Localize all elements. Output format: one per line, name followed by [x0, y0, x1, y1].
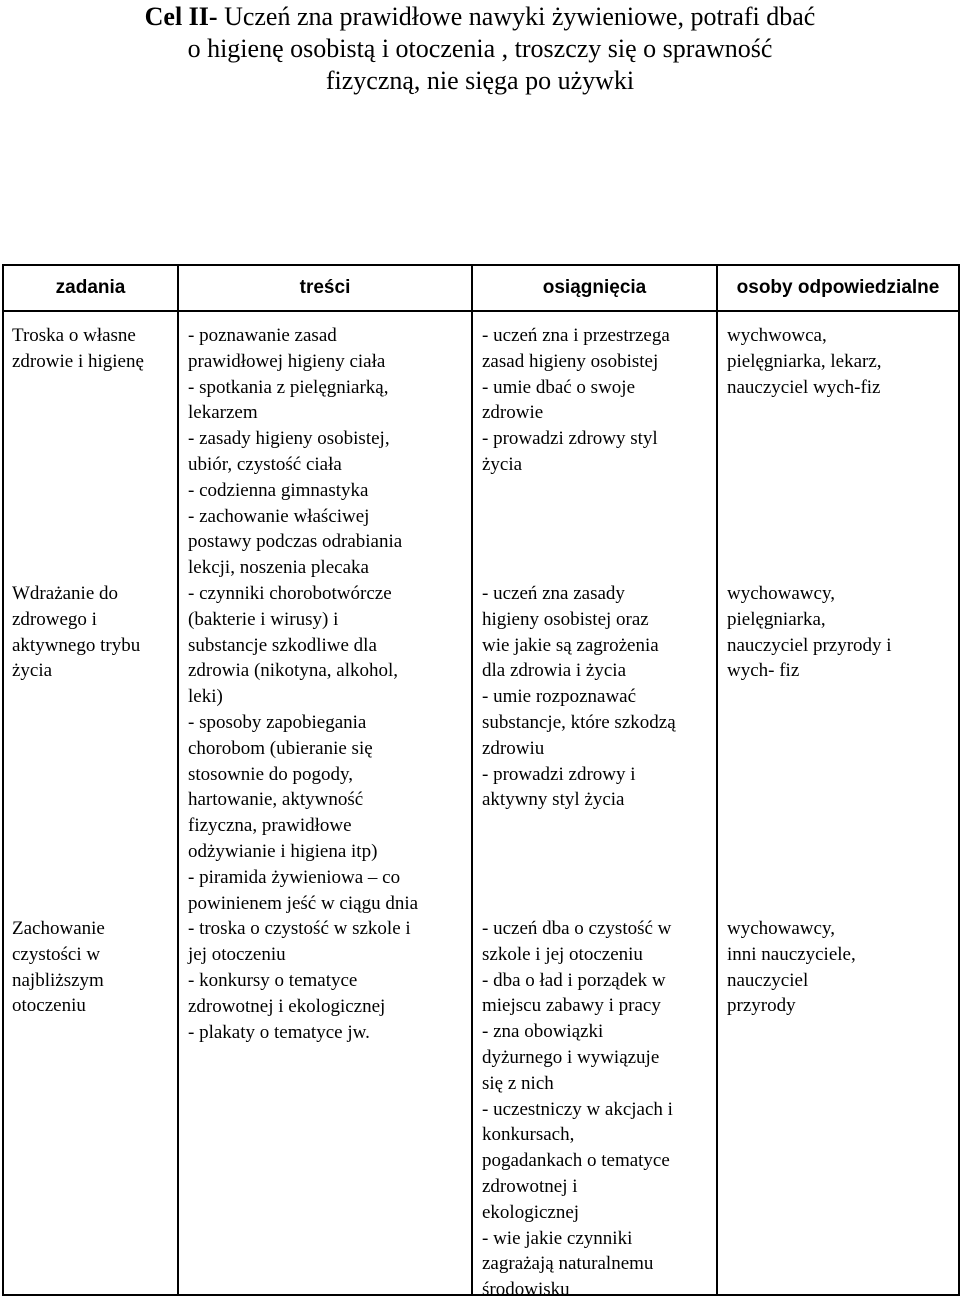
tasks-cell	[3, 311, 178, 1295]
content-line: - sposoby zapobiegania	[188, 711, 367, 733]
content-line: - spotkania z pielęgniarką,	[188, 376, 389, 398]
content-line: - zachowanie właściwej	[188, 505, 370, 527]
content-line: chorobom (ubieranie się	[188, 737, 373, 759]
task-group-3	[4, 911, 105, 1019]
task-group-2	[4, 576, 140, 684]
content-line: - poznawanie zasad	[188, 325, 337, 346]
responsible-line: pielęgniarka,	[727, 608, 826, 630]
content-line: - czynniki chorobotwórcze	[188, 582, 392, 604]
achievements-cell	[472, 311, 717, 1301]
responsible-line: wychowawcy,	[727, 583, 835, 604]
content-line: zdrowia (nikotyna, alkohol,	[188, 660, 399, 682]
achievement-line: - uczestniczy w akcjach i	[482, 1098, 673, 1120]
content-line: - codzienna gimnastyka	[188, 479, 369, 501]
content-line: - plakaty o tematyce jw.	[188, 1021, 370, 1043]
achievement-line: ekologicznej	[482, 1201, 580, 1223]
contents-list	[179, 318, 418, 1045]
table-row	[3, 311, 959, 1295]
responsible-line: wychowawcy,	[727, 918, 835, 939]
task-line: aktywnego trybu	[12, 634, 141, 656]
achievement-group-3	[473, 911, 673, 1303]
title-line-3: fizyczną, nie sięga po używki	[325, 66, 635, 95]
content-line: powinienem jeść w ciągu dnia	[188, 892, 419, 914]
content-line: hartowanie, aktywność	[188, 789, 364, 811]
achievement-line: - dba o ład i porządek w	[482, 969, 666, 991]
contents-cell	[178, 311, 472, 1295]
achievement-line: się z nich	[482, 1072, 554, 1094]
achievement-line: dla zdrowia i życia	[482, 660, 627, 682]
achievement-line: - prowadzi zdrowy styl	[482, 428, 658, 450]
task-line: Zachowanie	[12, 918, 105, 939]
achievement-line: aktywny styl życia	[482, 789, 625, 811]
task-line: zdrowie i higienę	[12, 350, 144, 372]
responsible-group-2	[718, 576, 892, 684]
content-line: ubiór, czystość ciała	[188, 453, 342, 475]
task-line: Wdrażanie do	[12, 583, 119, 604]
achievement-line: - umie rozpoznawać	[482, 686, 637, 708]
column-header-achievements: osiągnięcia	[472, 265, 717, 311]
task-line: Troska o własne	[12, 325, 136, 346]
achievement-line: konkursach,	[482, 1124, 575, 1146]
responsible-line: wychwowca,	[727, 325, 827, 346]
achievement-line: środowisku	[482, 1279, 570, 1301]
responsible-line: nauczyciel	[727, 969, 809, 991]
column-header-tasks: zadania	[3, 265, 178, 311]
achievement-line: higieny osobistej oraz	[482, 608, 649, 630]
achievement-line: zasad higieny osobistej	[482, 350, 659, 372]
content-line: jej otoczeniu	[188, 944, 286, 966]
task-line: czystości w	[12, 943, 101, 965]
achievement-line: - umie dbać o swoje	[482, 376, 636, 398]
content-line: substancje szkodliwe dla	[188, 634, 377, 656]
achievement-line: - prowadzi zdrowy i	[482, 763, 636, 785]
content-line: stosownie do pogody,	[188, 763, 354, 785]
content-line: zdrowotnej i ekologicznej	[188, 995, 386, 1017]
table-header-row	[3, 265, 959, 311]
title-line-1: Uczeń zna prawidłowe nawyki żywieniowe, potrafi dbać	[217, 2, 816, 31]
content-line: - piramida żywieniowa – co	[188, 866, 401, 888]
achievement-line: życia	[482, 453, 523, 475]
content-line: (bakterie i wirusy) i	[188, 608, 339, 630]
task-line: życia	[12, 660, 53, 682]
responsible-group-3	[718, 911, 856, 1019]
achievement-group-1	[473, 318, 670, 478]
achievement-line: - uczeń zna i przestrzega	[482, 325, 670, 346]
content-line: - konkursy o tematyce	[188, 969, 358, 991]
task-line: otoczeniu	[12, 995, 86, 1017]
content-line: leki)	[188, 686, 223, 708]
title-line-2: o higienę osobistą i otoczenia , troszczy się o sprawność	[187, 34, 773, 63]
plan-table	[2, 264, 960, 1301]
content-line: - zasady higieny osobistej,	[188, 428, 390, 450]
achievement-line: - wie jakie czynniki	[482, 1227, 633, 1249]
responsible-group-1	[718, 318, 882, 400]
responsible-line: nauczyciel wych-fiz	[727, 376, 881, 398]
task-line: najbliższym	[12, 969, 104, 991]
achievement-line: wie jakie są zagrożenia	[482, 634, 659, 656]
achievement-group-2	[473, 576, 676, 813]
achievement-line: zagrażają naturalnemu	[482, 1253, 654, 1275]
responsible-line: wych- fiz	[727, 660, 800, 682]
task-line: zdrowego i	[12, 608, 97, 630]
achievement-line: - zna obowiązki	[482, 1021, 604, 1043]
achievement-line: substancje, które szkodzą	[482, 711, 676, 733]
achievement-line: - uczeń zna zasady	[482, 583, 625, 604]
responsible-line: nauczyciel przyrody i	[727, 634, 892, 656]
content-line: lekarzem	[188, 402, 258, 424]
content-line: odżywianie i higiena itp)	[188, 840, 378, 862]
achievement-line: dyżurnego i wywiązuje	[482, 1046, 660, 1068]
column-header-contents: treści	[178, 265, 472, 311]
responsible-line: przyrody	[727, 995, 796, 1017]
column-header-responsible: osoby odpowiedzialne	[717, 265, 959, 311]
achievement-line: - uczeń dba o czystość w	[482, 918, 672, 939]
content-line: postawy podczas odrabiania	[188, 531, 403, 553]
achievement-line: zdrowotnej i	[482, 1175, 578, 1197]
achievement-line: pogadankach o tematyce	[482, 1150, 670, 1172]
responsible-line: inni nauczyciele,	[727, 943, 856, 965]
responsible-line: pielęgniarka, lekarz,	[727, 350, 882, 372]
responsible-cell	[717, 311, 959, 1295]
content-line: fizyczna, prawidłowe	[188, 815, 352, 837]
content-line: lekcji, noszenia plecaka	[188, 557, 369, 579]
achievement-line: zdrowie	[482, 402, 544, 424]
task-group-1	[4, 318, 144, 375]
title-lead: Cel II-	[144, 2, 218, 31]
achievement-line: szkole i jej otoczeniu	[482, 943, 643, 965]
achievement-line: miejscu zabawy i pracy	[482, 995, 661, 1017]
content-line: - troska o czystość w szkole i	[188, 918, 411, 940]
content-line: prawidłowej higieny ciała	[188, 350, 386, 372]
achievement-line: zdrowiu	[482, 737, 545, 759]
